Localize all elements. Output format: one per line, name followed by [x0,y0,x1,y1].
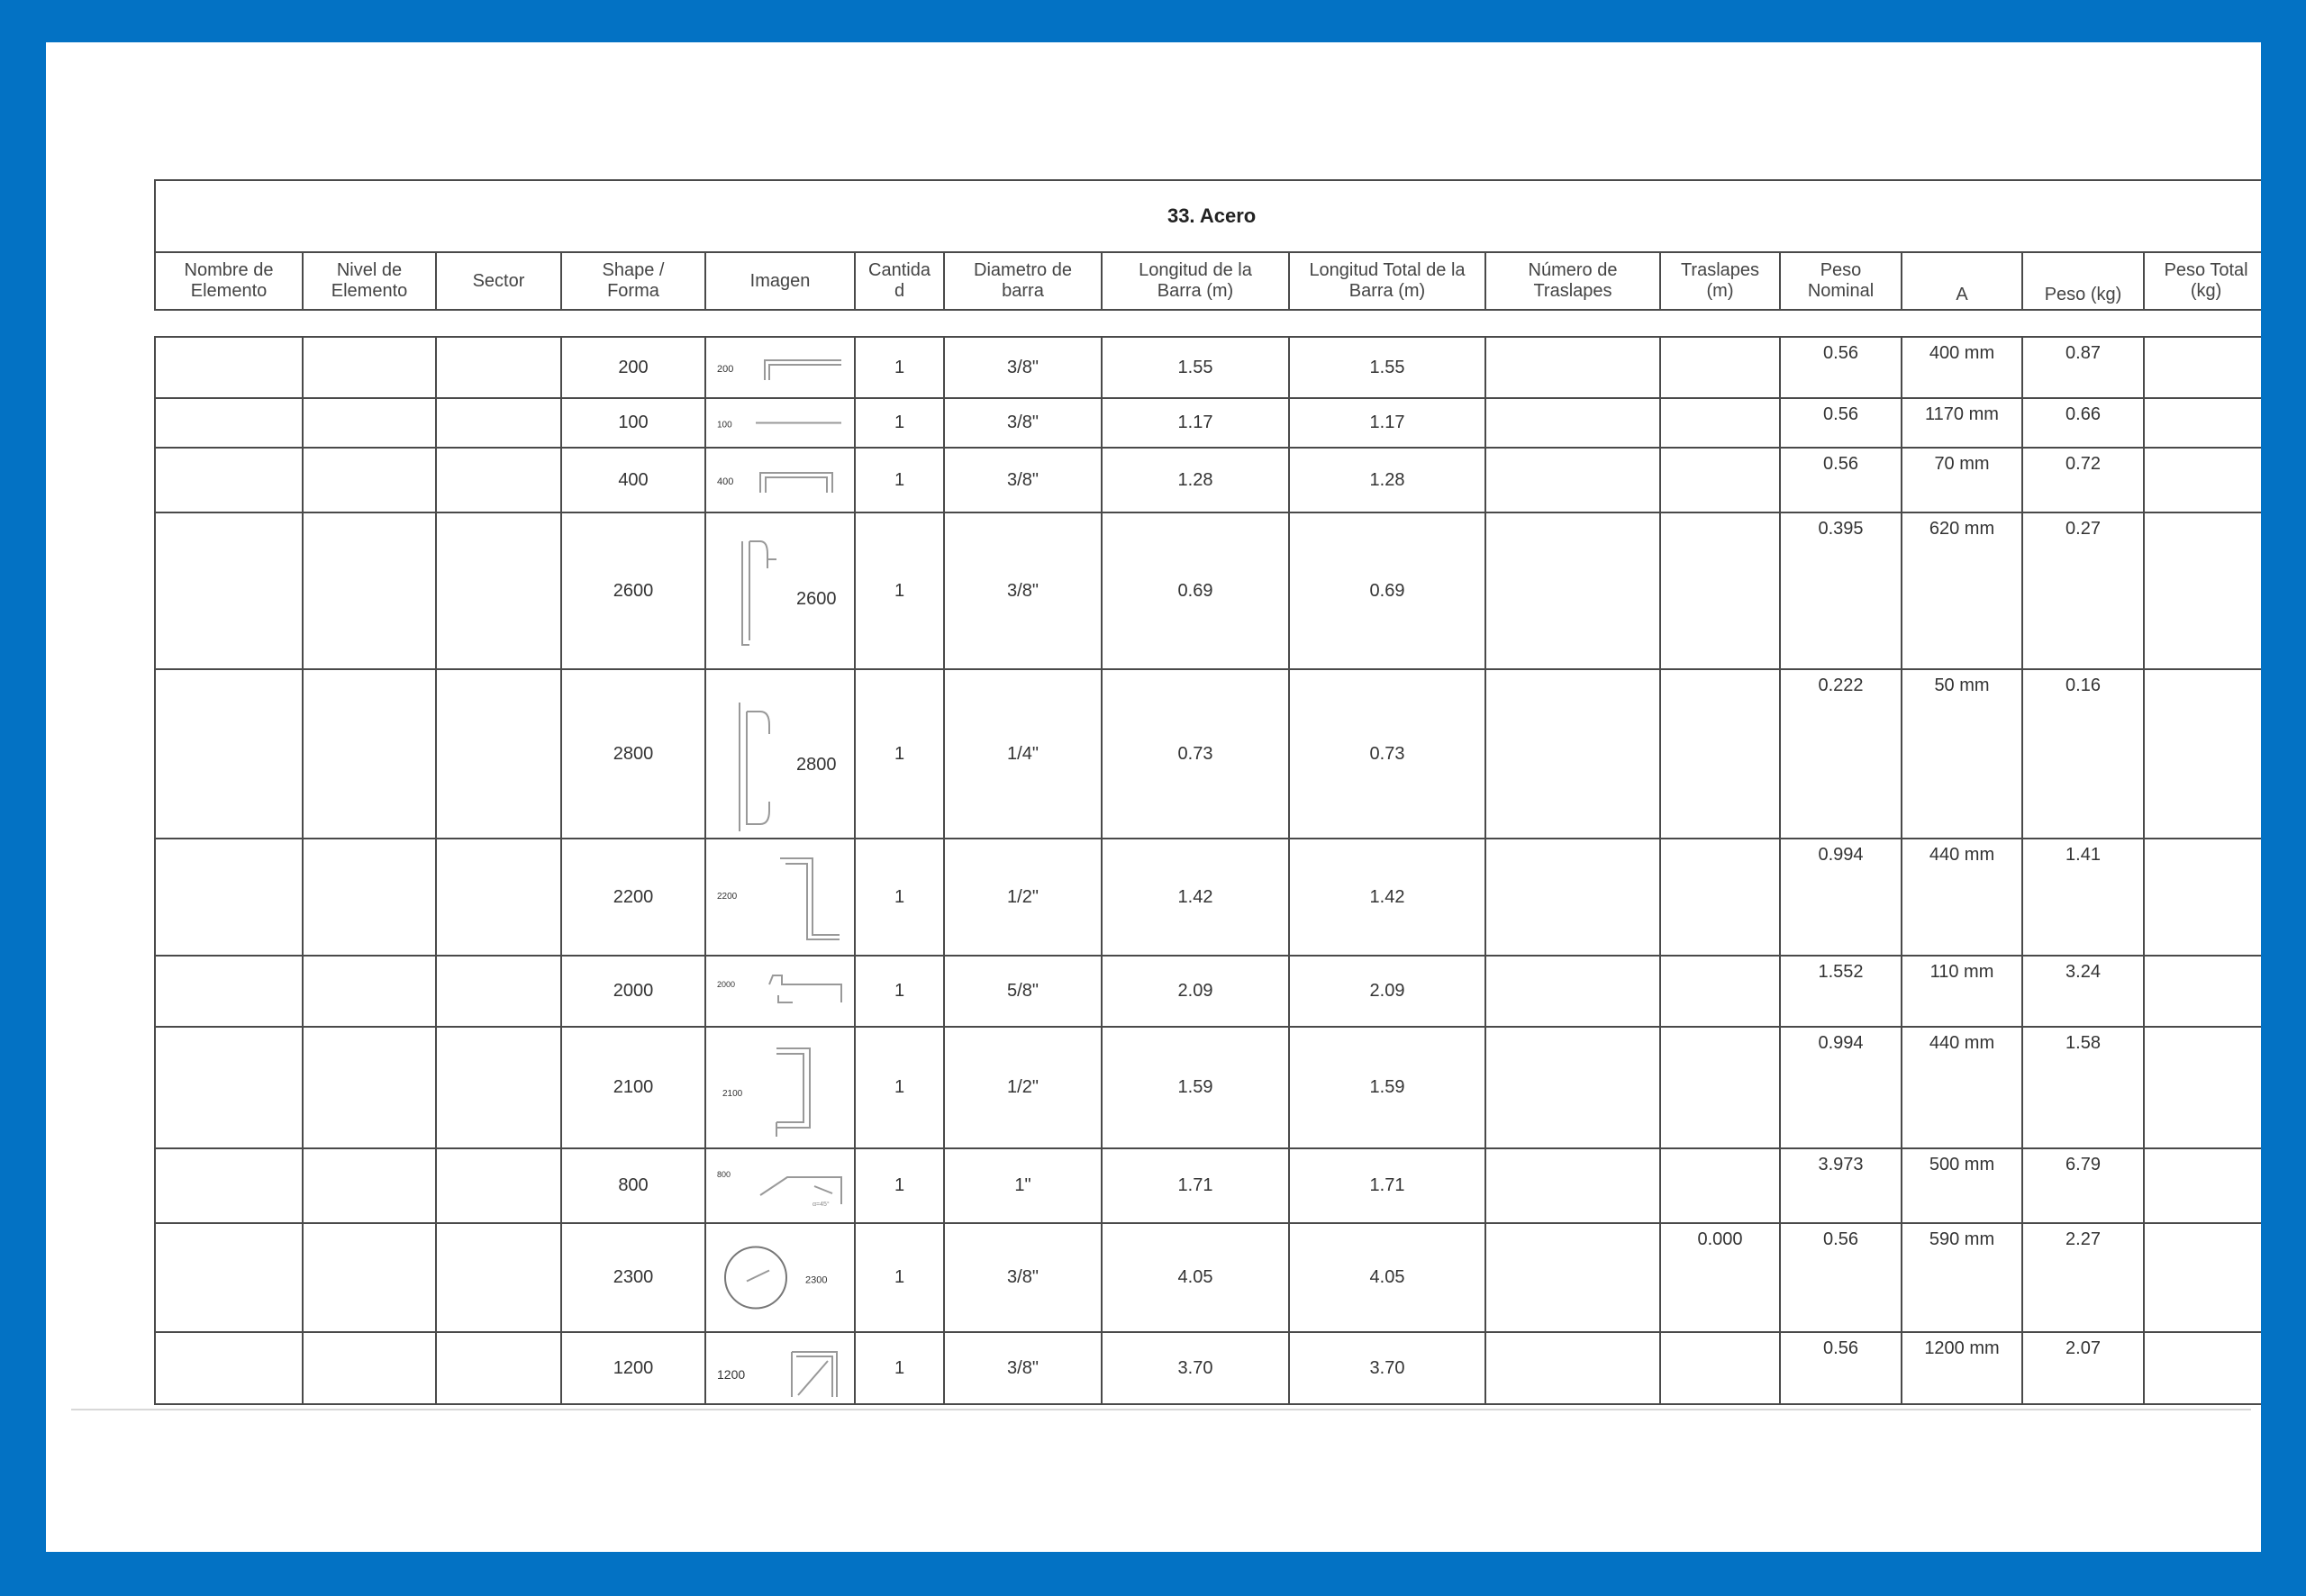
cell-peso: 2.27 [2022,1223,2144,1332]
cell-diametro: 3/8" [944,337,1102,398]
cell-imagen [705,669,855,839]
cell-nivel [303,448,436,512]
cell-sector [436,1148,561,1223]
cell-shape: 400 [561,448,705,512]
cell-sector [436,337,561,398]
cell-num-traslapes [1485,669,1660,839]
cell-traslapes-m [1660,956,1780,1027]
header-col-a: A [1902,252,2022,310]
table-row [155,839,2261,956]
cell-sector [436,398,561,448]
cell-cantidad: 1 [855,839,944,956]
rebar-shape-drawing [706,339,854,396]
rebar-shape-drawing [706,1225,854,1330]
table-row [155,669,2261,839]
svg-text:2600: 2600 [796,589,837,609]
header-col-num-traslapes: Número de Traslapes [1485,252,1660,310]
cell-nivel [303,669,436,839]
cell-diametro: 3/8" [944,398,1102,448]
cell-diametro: 3/8" [944,448,1102,512]
steel-schedule-table [154,179,2261,1405]
cell-num-traslapes [1485,398,1660,448]
svg-text:2300: 2300 [805,1274,828,1286]
cell-a: 1170 mm [1902,398,2022,448]
cell-traslapes-m [1660,669,1780,839]
cell-nivel [303,1148,436,1223]
cell-peso-total [2144,1223,2261,1332]
cell-longitud-total: 2.09 [1289,956,1485,1027]
cell-imagen [705,956,855,1027]
header-col-shape: Shape / Forma [561,252,705,310]
cell-a: 110 mm [1902,956,2022,1027]
cell-num-traslapes [1485,956,1660,1027]
cell-longitud: 1.17 [1102,398,1289,448]
cell-shape: 2300 [561,1223,705,1332]
cell-peso-total [2144,1027,2261,1148]
cell-longitud: 1.71 [1102,1148,1289,1223]
cell-longitud-total: 3.70 [1289,1332,1485,1404]
cell-nombre [155,448,303,512]
cell-shape: 2800 [561,669,705,839]
cell-nivel [303,337,436,398]
cell-imagen [705,1027,855,1148]
cell-a: 50 mm [1902,669,2022,839]
cell-num-traslapes [1485,1148,1660,1223]
cell-peso-nominal: 0.56 [1780,398,1902,448]
cell-shape: 2600 [561,512,705,669]
svg-text:2800: 2800 [796,755,837,775]
rebar-shape-drawing [706,671,854,837]
cell-shape: 2200 [561,839,705,956]
cell-longitud-total: 1.17 [1289,398,1485,448]
header-col-longitud-total: Longitud Total de la Barra (m) [1289,252,1485,310]
cell-diametro: 1" [944,1148,1102,1223]
cell-peso: 3.24 [2022,956,2144,1027]
cell-traslapes-m [1660,337,1780,398]
cell-nombre [155,398,303,448]
cell-num-traslapes [1485,512,1660,669]
cell-nivel [303,956,436,1027]
cell-peso-total [2144,512,2261,669]
cell-imagen [705,448,855,512]
document-page [46,42,2261,1552]
cell-nivel [303,512,436,669]
cell-traslapes-m [1660,398,1780,448]
cell-peso-total [2144,398,2261,448]
rebar-shape-drawing [706,1150,854,1221]
cell-peso-nominal: 0.56 [1780,337,1902,398]
rebar-shape-drawing [706,840,854,954]
table-row [155,448,2261,512]
cell-longitud: 0.73 [1102,669,1289,839]
cell-nombre [155,956,303,1027]
cell-longitud-total: 4.05 [1289,1223,1485,1332]
cell-cantidad: 1 [855,1027,944,1148]
cell-a: 590 mm [1902,1223,2022,1332]
cell-nombre [155,1332,303,1404]
table-row [155,512,2261,669]
cell-a: 440 mm [1902,1027,2022,1148]
cell-sector [436,512,561,669]
cell-peso: 2.07 [2022,1332,2144,1404]
cell-traslapes-m [1660,1148,1780,1223]
cell-cantidad: 1 [855,448,944,512]
cell-num-traslapes [1485,1332,1660,1404]
header-col-traslapes-m: Traslapes (m) [1660,252,1780,310]
cell-num-traslapes [1485,337,1660,398]
cell-peso-total [2144,1332,2261,1404]
svg-text:2000: 2000 [717,980,736,989]
cell-peso: 1.41 [2022,839,2144,956]
cell-traslapes-m [1660,839,1780,956]
cell-imagen [705,337,855,398]
cell-nombre [155,337,303,398]
table-row [155,1148,2261,1223]
cell-peso: 0.27 [2022,512,2144,669]
cell-cantidad: 1 [855,1223,944,1332]
cell-nombre [155,1148,303,1223]
cell-nivel [303,839,436,956]
rebar-shape-drawing [706,449,854,511]
cell-diametro: 1/4" [944,669,1102,839]
table-row [155,1027,2261,1148]
cell-num-traslapes [1485,839,1660,956]
rebar-shape-drawing [706,514,854,667]
cell-peso: 0.87 [2022,337,2144,398]
cell-a: 400 mm [1902,337,2022,398]
header-col-diametro: Diametro de barra [944,252,1102,310]
cell-shape: 2000 [561,956,705,1027]
cell-traslapes-m [1660,1027,1780,1148]
header-col-peso-total: Peso Total (kg) [2144,252,2261,310]
cell-longitud: 1.55 [1102,337,1289,398]
cell-peso: 1.58 [2022,1027,2144,1148]
table-row [155,337,2261,398]
cell-sector [436,669,561,839]
cell-longitud-total: 1.71 [1289,1148,1485,1223]
cell-peso-nominal: 0.56 [1780,448,1902,512]
cell-diametro: 3/8" [944,1332,1102,1404]
cell-sector [436,1027,561,1148]
svg-text:800: 800 [717,1170,731,1179]
cell-a: 440 mm [1902,839,2022,956]
cell-cantidad: 1 [855,669,944,839]
cell-longitud: 2.09 [1102,956,1289,1027]
table-row [155,956,2261,1027]
cell-sector [436,1332,561,1404]
header-col-sector: Sector [436,252,561,310]
header-col-peso-nominal: Peso Nominal [1780,252,1902,310]
cell-diametro: 1/2" [944,1027,1102,1148]
cell-cantidad: 1 [855,956,944,1027]
cell-longitud: 1.28 [1102,448,1289,512]
cell-num-traslapes [1485,1027,1660,1148]
cell-peso: 0.16 [2022,669,2144,839]
table-row [155,398,2261,448]
svg-text:2200: 2200 [717,892,738,902]
header-col-nivel: Nivel de Elemento [303,252,436,310]
table-row [155,1223,2261,1332]
cell-longitud: 3.70 [1102,1332,1289,1404]
header-col-imagen: Imagen [705,252,855,310]
table-row [155,1332,2261,1404]
cell-imagen [705,1332,855,1404]
cell-cantidad: 1 [855,1332,944,1404]
cell-a: 1200 mm [1902,1332,2022,1404]
svg-text:400: 400 [717,476,734,487]
rebar-shape-drawing [706,1029,854,1147]
page-clip-line [71,1409,2251,1410]
cell-diametro: 1/2" [944,839,1102,956]
cell-peso-nominal: 0.56 [1780,1223,1902,1332]
cell-num-traslapes [1485,448,1660,512]
cell-longitud-total: 1.28 [1289,448,1485,512]
cell-imagen [705,1148,855,1223]
cell-imagen [705,398,855,448]
cell-shape: 2100 [561,1027,705,1148]
cell-peso-nominal: 0.395 [1780,512,1902,669]
cell-diametro: 5/8" [944,956,1102,1027]
cell-longitud: 1.59 [1102,1027,1289,1148]
cell-peso-nominal: 0.222 [1780,669,1902,839]
cell-imagen [705,839,855,956]
cell-nivel [303,1027,436,1148]
cell-peso: 0.66 [2022,398,2144,448]
cell-peso: 6.79 [2022,1148,2144,1223]
cell-shape: 800 [561,1148,705,1223]
cell-peso-total [2144,1148,2261,1223]
cell-sector [436,448,561,512]
cell-peso-nominal: 1.552 [1780,956,1902,1027]
cell-cantidad: 1 [855,398,944,448]
svg-text:100: 100 [717,420,732,431]
cell-nombre [155,512,303,669]
cell-diametro: 3/8" [944,512,1102,669]
cell-sector [436,839,561,956]
cell-imagen [705,1223,855,1332]
table-title: 33. Acero [155,180,2261,252]
cell-a: 620 mm [1902,512,2022,669]
cell-nivel [303,1332,436,1404]
cell-traslapes-m [1660,512,1780,669]
cell-peso-total [2144,337,2261,398]
cell-traslapes-m: 0.000 [1660,1223,1780,1332]
svg-text:200: 200 [717,364,734,375]
cell-peso-total [2144,839,2261,956]
header-col-longitud: Longitud de la Barra (m) [1102,252,1289,310]
cell-traslapes-m [1660,1332,1780,1404]
svg-text:1200: 1200 [717,1367,746,1382]
cell-nombre [155,669,303,839]
cell-longitud-total: 1.55 [1289,337,1485,398]
cell-peso-total [2144,956,2261,1027]
cell-longitud: 1.42 [1102,839,1289,956]
cell-nombre [155,1223,303,1332]
cell-longitud: 4.05 [1102,1223,1289,1332]
rebar-shape-drawing [706,957,854,1025]
rebar-shape-drawing [706,1334,854,1402]
cell-a: 70 mm [1902,448,2022,512]
rebar-shape-drawing [706,400,854,446]
cell-nivel [303,398,436,448]
cell-peso-nominal: 3.973 [1780,1148,1902,1223]
cell-shape: 100 [561,398,705,448]
cell-peso-nominal: 0.994 [1780,1027,1902,1148]
cell-peso-nominal: 0.56 [1780,1332,1902,1404]
cell-traslapes-m [1660,448,1780,512]
cell-peso-nominal: 0.994 [1780,839,1902,956]
cell-sector [436,956,561,1027]
cell-sector [436,1223,561,1332]
cell-longitud-total: 0.69 [1289,512,1485,669]
cell-longitud-total: 0.73 [1289,669,1485,839]
header-col-cantidad: Cantida d [855,252,944,310]
svg-text:2100: 2100 [722,1089,743,1099]
cell-cantidad: 1 [855,512,944,669]
cell-shape: 200 [561,337,705,398]
cell-cantidad: 1 [855,337,944,398]
header-col-nombre: Nombre de Elemento [155,252,303,310]
cell-cantidad: 1 [855,1148,944,1223]
cell-nombre [155,1027,303,1148]
header-col-peso: Peso (kg) [2022,252,2144,310]
cell-diametro: 3/8" [944,1223,1102,1332]
cell-longitud: 0.69 [1102,512,1289,669]
cell-longitud-total: 1.42 [1289,839,1485,956]
cell-shape: 1200 [561,1332,705,1404]
svg-text:α=45°: α=45° [813,1202,830,1208]
cell-a: 500 mm [1902,1148,2022,1223]
cell-longitud-total: 1.59 [1289,1027,1485,1148]
cell-nivel [303,1223,436,1332]
cell-imagen [705,512,855,669]
cell-nombre [155,839,303,956]
cell-peso: 0.72 [2022,448,2144,512]
cell-num-traslapes [1485,1223,1660,1332]
header-gap [155,310,2261,337]
cell-peso-total [2144,669,2261,839]
cell-peso-total [2144,448,2261,512]
